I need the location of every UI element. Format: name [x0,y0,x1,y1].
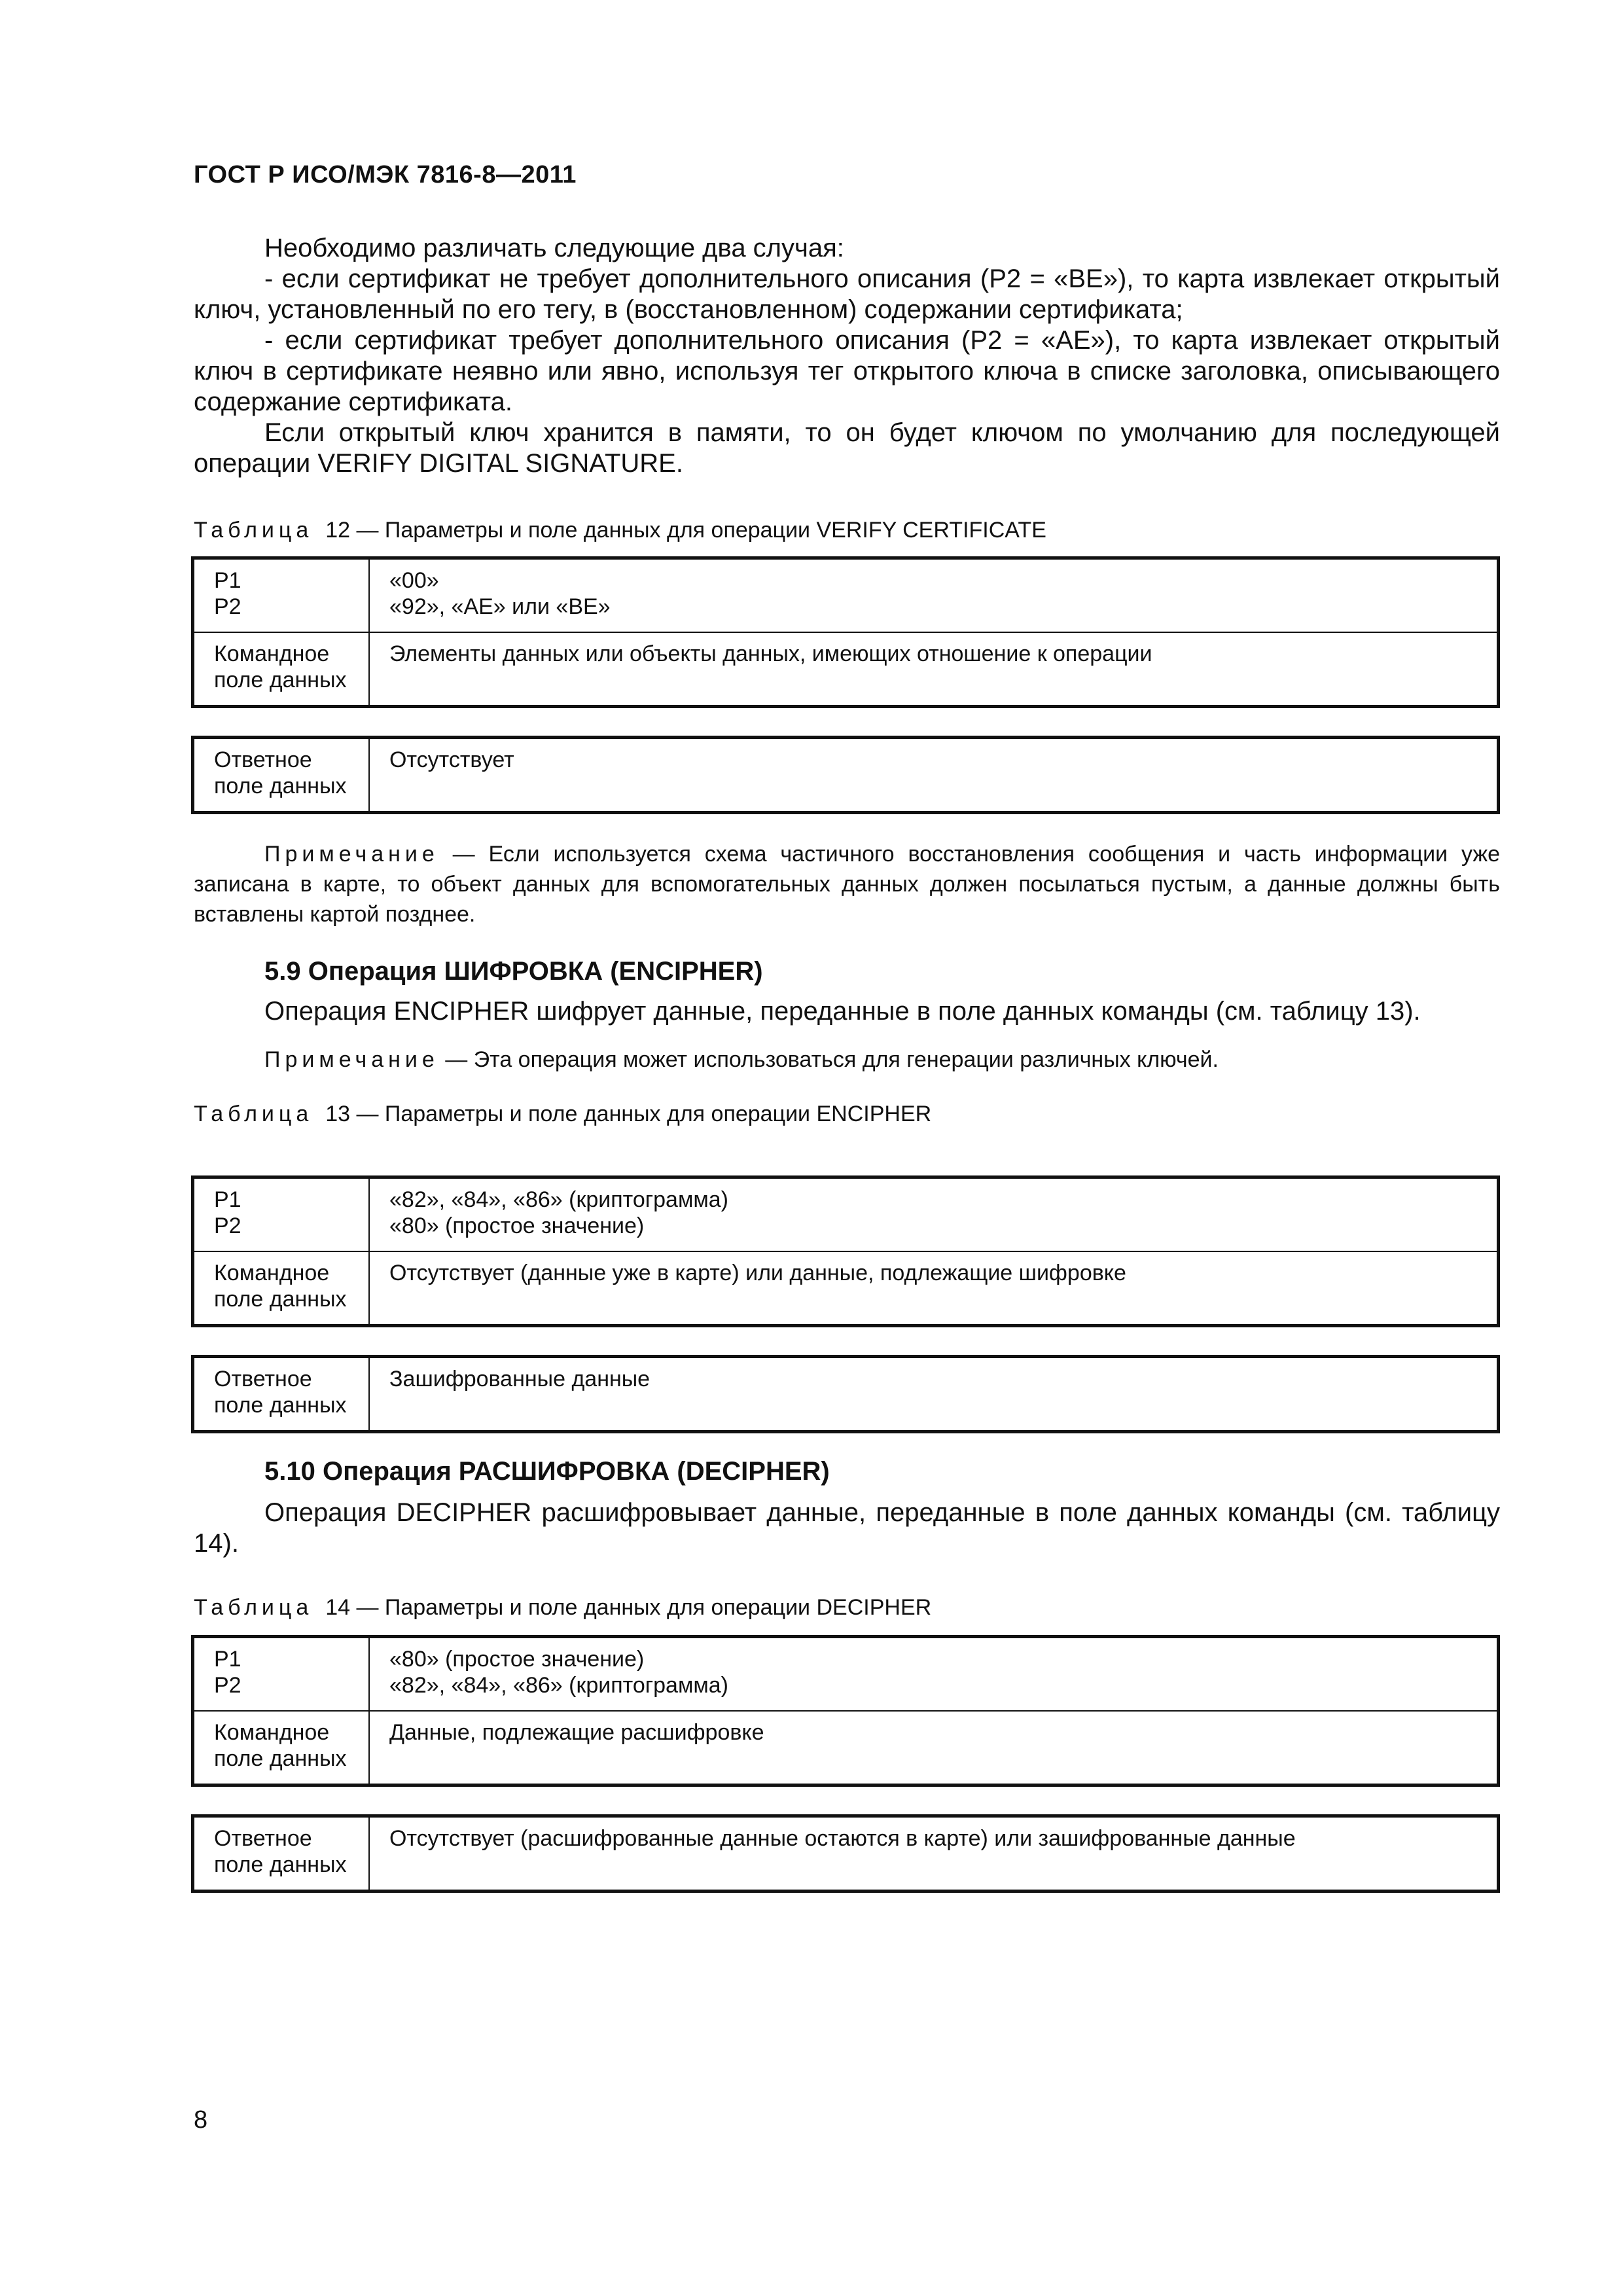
note-text: — Если используется схема частичного восстановления сообщения и часть информации уже записана в карте, то объект данных для вспомогательных данных должен посылаться пустым, а данные должны быть вставлены картой позднее. [194,842,1500,927]
table-13-response [191,1355,1500,1433]
table-cell: Зашифрованные данные [369,1357,1499,1432]
section-heading: 5.9 Операция ШИФРОВКА (ENCIPHER) [264,957,763,986]
table-13-command [191,1175,1500,1327]
document-header: ГОСТ Р ИСО/МЭК 7816-8—2011 [194,161,577,188]
table-12-command [191,556,1500,708]
page-number: 8 [194,2106,208,2134]
table-12-response [191,736,1500,814]
table-cell [193,1177,370,1252]
cell-text: поле данных [214,1852,347,1877]
paragraph: Операция ENCIPHER шифрует данные, переданные в поле данных команды (см. таблицу 13). [264,997,1421,1026]
table-row [193,738,1499,813]
table-row [193,558,1499,633]
cell-text: Командное [214,1720,330,1745]
caption-label: Таблица [194,1102,313,1126]
caption-text: 14 — Параметры и поле данных для операции DECIPHER [325,1595,932,1620]
cell-text: Ответное [214,747,312,772]
caption-label: Таблица [194,518,313,543]
table-row [193,1357,1499,1432]
cell-text: Р2 [214,1213,241,1238]
cell-text: Р1 [214,568,241,593]
section-text [194,1498,1500,1559]
cell-text: Р2 [214,594,241,619]
table-row [193,1637,1499,1712]
cell-text: поле данных [214,1746,347,1771]
table-14-response [191,1814,1500,1893]
table-cell: Отсутствует [369,738,1499,813]
table-cell [193,1357,370,1432]
note-2 [194,1045,1500,1075]
table-12-caption [194,517,1046,543]
table-cell [193,1711,370,1785]
table-14-caption [194,1594,931,1621]
cell-text: «92», «АЕ» или «ВЕ» [389,594,611,619]
paragraph: Необходимо различать следующие два случая: [264,234,844,262]
note-label: Примечание [264,842,439,867]
table-cell: Элементы данных или объекты данных, имеющих отношение к операции [369,632,1499,707]
table-row [193,1711,1499,1785]
cell-text: Ответное [214,1826,312,1851]
table-cell [369,1637,1499,1712]
cell-text: «82», «84», «86» (криптограмма) [389,1673,728,1698]
table-13-caption [194,1101,931,1127]
cell-text: «80» (простое значение) [389,1647,645,1672]
table-cell: Отсутствует (расшифрованные данные остаются в карте) или зашифрованные данные [369,1816,1499,1892]
note-text: — Эта операция может использоваться для генерации различных ключей. [445,1047,1219,1072]
cell-text: Р2 [214,1673,241,1698]
table-cell [193,558,370,633]
table-row [193,1177,1499,1252]
table-cell: Данные, подлежащие расшифровке [369,1711,1499,1785]
table-cell [193,1816,370,1892]
paragraph: Операция DECIPHER расшифровывает данные, переданные в поле данных команды (см. таблицу 14). [194,1498,1500,1558]
cell-text: «82», «84», «86» (криптограмма) [389,1187,728,1212]
section-text [194,996,1500,1027]
caption-text: 13 — Параметры и поле данных для операции ENCIPHER [325,1102,932,1126]
caption-text: 12 — Параметры и поле данных для операции VERIFY CERTIFICATE [325,518,1046,543]
table-cell: Отсутствует (данные уже в карте) или данные, подлежащие шифровке [369,1251,1499,1326]
paragraph: - если сертификат требует дополнительного описания (Р2 = «АЕ»), то карта извлекает открытый ключ в сертификате неявно или явно, используя тег открытого ключа в списке заголовка, описывающего содержание сертификата. [194,326,1500,416]
note-label: Примечание [264,1047,439,1072]
cell-text: поле данных [214,774,347,798]
paragraph: Если открытый ключ хранится в памяти, то он будет ключом по умолчанию для последующей операции VERIFY DIGITAL SIGNATURE. [194,418,1500,478]
caption-label: Таблица [194,1595,313,1620]
table-cell [193,738,370,813]
cell-text: Р1 [214,1647,241,1672]
cell-text: «80» (простое значение) [389,1213,645,1238]
table-row [193,1816,1499,1892]
cell-text: «00» [389,568,439,593]
table-cell [193,632,370,707]
cell-text: поле данных [214,668,347,692]
table-row [193,1251,1499,1326]
table-cell [193,1637,370,1712]
cell-text: поле данных [214,1287,347,1312]
table-cell [369,1177,1499,1252]
cell-text: Командное [214,1261,330,1285]
table-row [193,632,1499,707]
intro-text [194,233,1500,479]
table-14-command [191,1635,1500,1787]
cell-text: поле данных [214,1393,347,1418]
cell-text: Командное [214,641,330,666]
note-1 [194,839,1500,929]
paragraph: - если сертификат не требует дополнительного описания (Р2 = «ВЕ»), то карта извлекает открытый ключ, установленный по его тегу, в (восстановленном) содержании сертификата; [194,264,1500,324]
cell-text: Ответное [214,1367,312,1391]
table-cell [193,1251,370,1326]
table-cell [369,558,1499,633]
section-heading: 5.10 Операция РАСШИФРОВКА (DECIPHER) [264,1457,830,1486]
cell-text: Р1 [214,1187,241,1212]
